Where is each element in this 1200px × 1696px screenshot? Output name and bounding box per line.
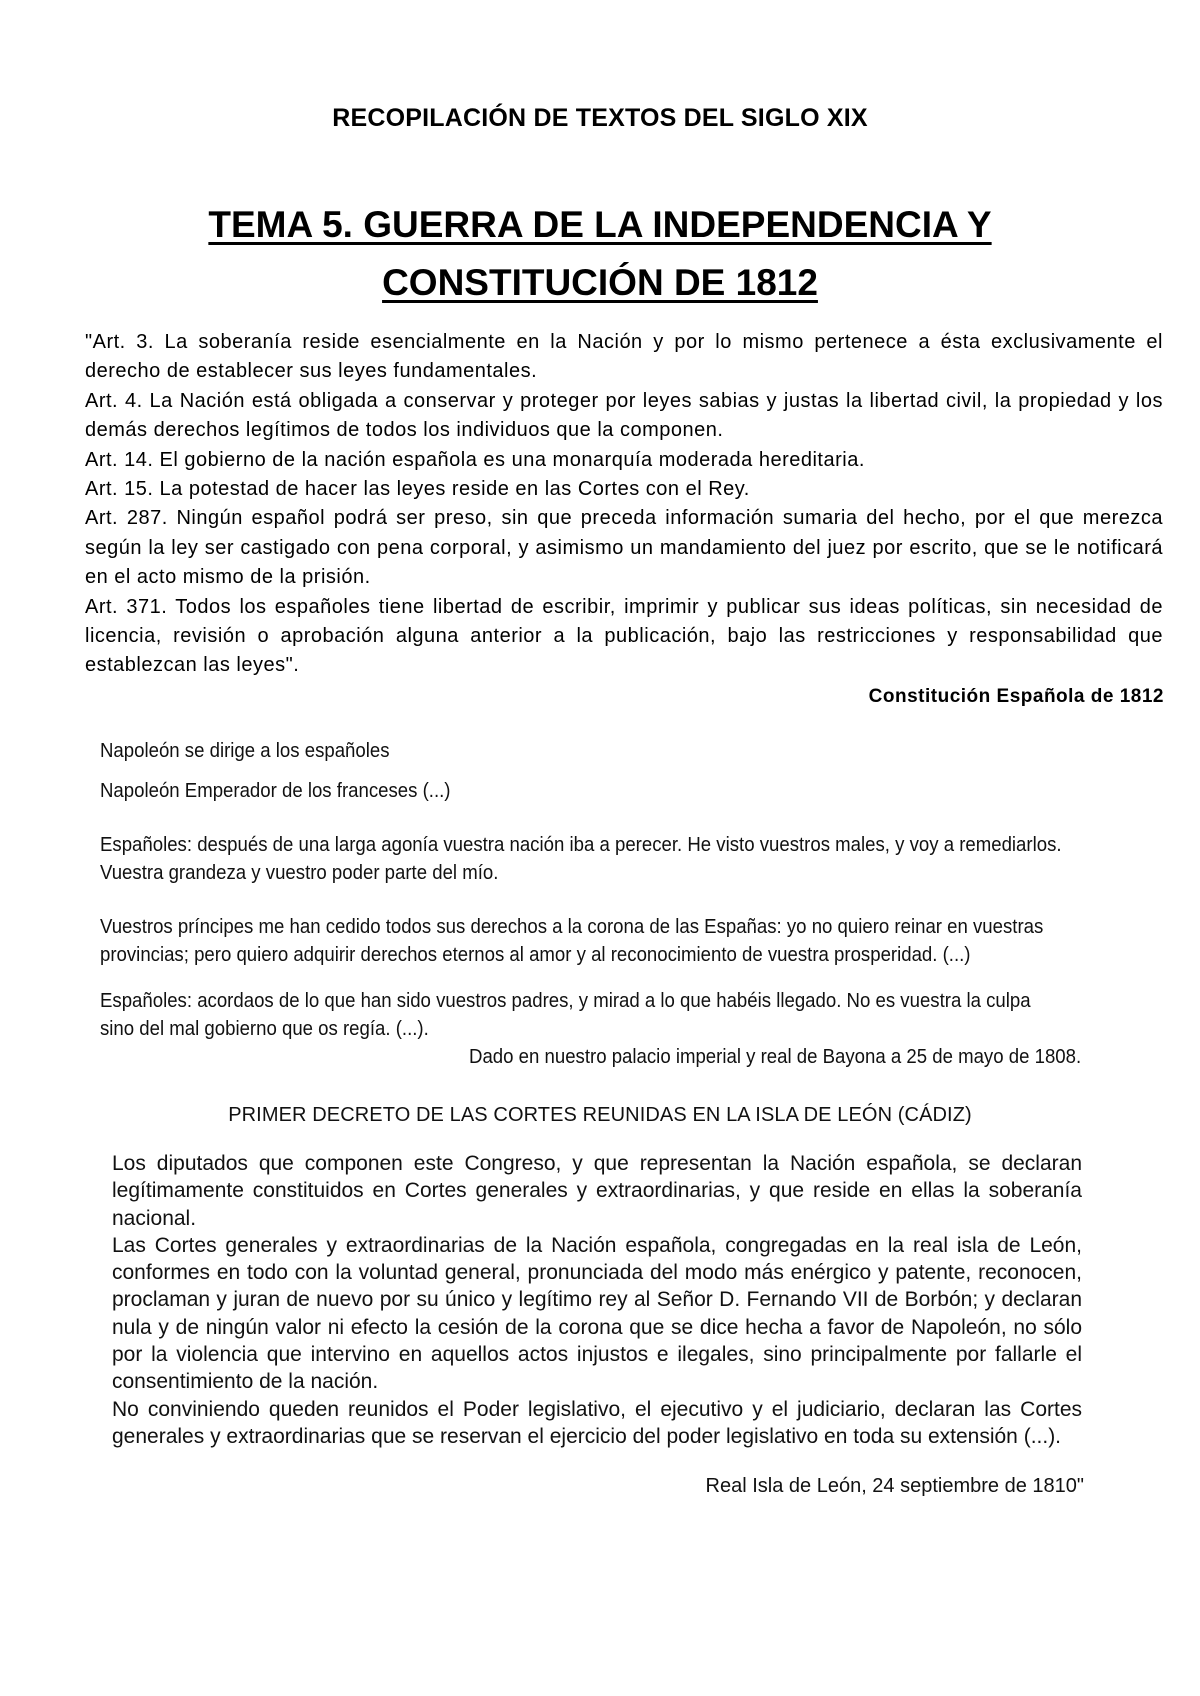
decree-title: PRIMER DECRETO DE LAS CORTES REUNIDAS EN LA ISLA DE LEÓN (CÁDIZ) [228, 1104, 972, 1126]
collection-title: RECOPILACIÓN DE TEXTOS DEL SIGLO XIX [332, 104, 868, 132]
napoleon-line: Napoleón Emperador de los franceses (...) [100, 780, 451, 802]
decree-paragraph: Los diputados que componen este Congreso, y que representan la Nación española, se declaran legítimamente constituidos en Cortes generales y extraordinarias, y que reside en ellas la soberanía nacional. [112, 1152, 1082, 1230]
article-14: Art. 14. El gobierno de la nación española es una monarquía moderada hereditaria. [85, 448, 865, 471]
constitution-excerpt [85, 328, 1163, 681]
topic-title-line-1: TEMA 5. GUERRA DE LA INDEPENDENCIA Y [208, 204, 992, 245]
napoleon-date: Dado en nuestro palacio imperial y real de Bayona a 25 de mayo de 1808. [469, 1046, 1082, 1068]
napoleon-line: Vuestros príncipes me han cedido todos sus derechos a la corona de las Españas: yo no quiero reinar en vuestras [100, 916, 1044, 938]
napoleon-line: Españoles: acordaos de lo que han sido vuestros padres, y mirad a lo que habéis llegado. No es vuestra la culpa [100, 990, 1031, 1012]
topic-title-line-2: CONSTITUCIÓN DE 1812 [382, 262, 818, 303]
decree-paragraph: No conviniendo queden reunidos el Poder legislativo, el ejecutivo y el judiciario, declaran las Cortes generales y extraordinarias que se reservan el ejercicio del poder legislativo en toda su extensión (...). [112, 1397, 1082, 1448]
decree-body [112, 1150, 1082, 1450]
topic-title [100, 196, 1100, 312]
napoleon-heading: Napoleón se dirige a los españoles [100, 740, 390, 762]
napoleon-line: Españoles: después de una larga agonía vuestra nación iba a perecer. He visto vuestros males, y voy a remediarlos. [100, 834, 1062, 856]
article-15: Art. 15. La potestad de hacer las leyes reside en las Cortes con el Rey. [85, 478, 750, 501]
article-4: Art. 4. La Nación está obligada a conservar y proteger por leyes sabias y justas la libertad civil, la propiedad y los demás derechos legítimos de todos los individuos que la componen. [85, 389, 1163, 442]
article-371: Art. 371. Todos los españoles tiene libertad de escribir, imprimir y publicar sus ideas políticas, sin necesidad de licencia, revisión o aprobación alguna anterior a la publicación, bajo las restricciones y responsabilidad que establezcan las leyes". [85, 595, 1163, 677]
article-3: "Art. 3. La soberanía reside esencialmente en la Nación y por lo mismo pertenece a ésta exclusivamente el derecho de establecer sus leyes fundamentales. [85, 331, 1163, 383]
napoleon-line: provincias; pero quiero adquirir derechos eternos al amor y al reconocimiento de vuestra prosperidad. (...) [100, 944, 971, 966]
napoleon-line: sino del mal gobierno que os regía. (...). [100, 1018, 429, 1040]
constitution-source: Constitución Española de 1812 [868, 686, 1164, 707]
napoleon-line: Vuestra grandeza y vuestro poder parte del mío. [100, 862, 499, 884]
article-287: Art. 287. Ningún español podrá ser preso, sin que preceda información sumaria del hecho, por el que merezca según la ley ser castigado con pena corporal, y asimismo un mandamiento del juez por escrito, que se le notificará en el acto mismo de la prisión. [85, 507, 1163, 589]
decree-source: Real Isla de León, 24 septiembre de 1810" [705, 1475, 1084, 1497]
decree-paragraph: Las Cortes generales y extraordinarias de la Nación española, congregadas en la real isla de León, conformes en todo con la voluntad general, pronunciada del modo más enérgico y patente, reconocen, proclaman y juran de nuevo por su único y legítimo rey al Señor D. Fernando VII de Borbón; y declaran nula y de ningún valor ni efecto la cesión de la corona que se dice hecha a favor de Napoleón, no sólo por la violencia que intervino en aquellos actos injustos e ilegales, sino principalmente por fallarle el consentimiento de la nación. [112, 1233, 1082, 1394]
